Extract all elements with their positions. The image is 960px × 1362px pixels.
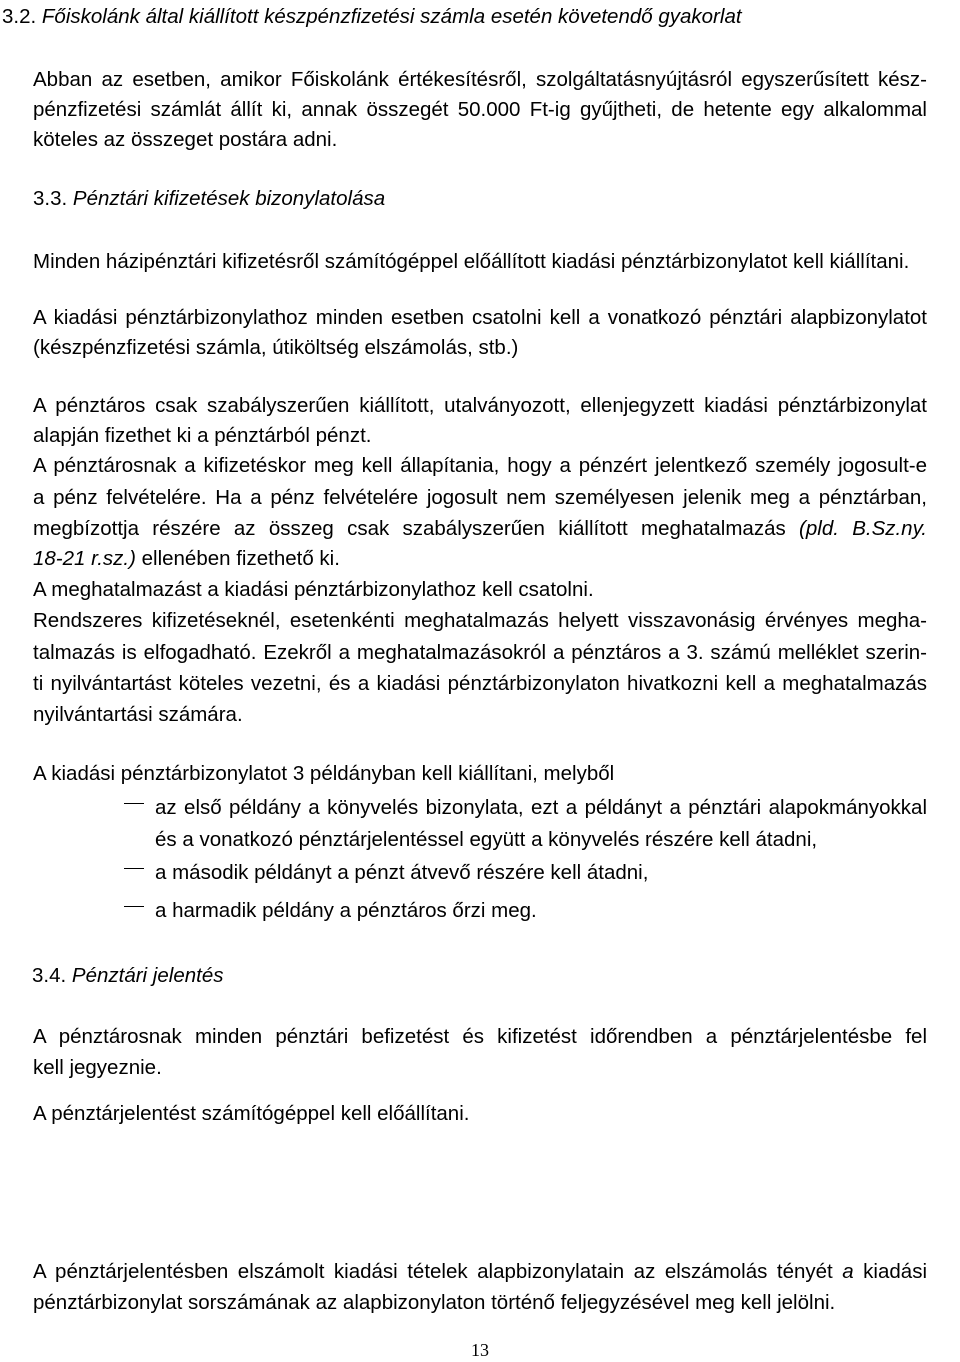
section-3-3-p3-line-7: A meghatalmazást a kiadási pénztárbizonylathoz kell csatolni. (33, 578, 594, 601)
section-3-4-number: 3.4. (32, 964, 67, 987)
section-3-4-p3-line-2: pénztárbizonylat sorszámának az alapbizonylaton történő feljegyzésével meg kell jelölni. (33, 1291, 836, 1314)
dash-bullet-1 (124, 803, 144, 804)
section-3-4-p3-line-1-end: kiadási (853, 1260, 927, 1283)
section-3-3-p3-line-4: a pénz felvételére. Ha a pénz felvételére jogosult nem személyesen jelenik meg a pénztárban, (33, 486, 927, 509)
bullet-item-3: a harmadik példány a pénztáros őrzi meg. (155, 899, 537, 922)
section-3-3-p3-line-3: A pénztárosnak a kifizetéskor meg kell állapítania, hogy a pénzért jelentkező személy jogosult-e (33, 454, 927, 477)
dash-bullet-2 (124, 868, 144, 869)
section-3-2-heading (2, 4, 927, 30)
bullet-item-1-continued: és a vonatkozó pénztárjelentéssel együtt a könyvelés részére kell átadni, (155, 828, 818, 851)
section-3-3-p2-line-1: A kiadási pénztárbizonylathoz minden esetben csatolni kell a vonatkozó pénztári alapbizonylatot (33, 306, 927, 329)
section-3-2-line-3: köteles az összeget postára adni. (33, 128, 338, 151)
section-3-4-p3-line-1 (33, 1259, 927, 1285)
section-3-4-paragraph-2: A pénztárjelentést számítógéppel kell előállítani. (33, 1102, 470, 1125)
dash-bullet-3 (124, 906, 144, 907)
section-3-3-p2-line-2: (készpénzfizetési számla, útiköltség elszámolás, stb.) (33, 336, 519, 359)
section-3-4-p1-line-1: A pénztárosnak minden pénztári befizetést és kifizetést időrendben a pénztárjelentésbe fel (33, 1025, 927, 1048)
section-3-4-p3-line-1-italic-a: a (842, 1260, 854, 1283)
section-3-4-heading (32, 963, 927, 989)
section-3-3-p3-line-6-citation: 18-21 r.sz.) (33, 547, 136, 570)
section-3-3-p3-line-5-citation: (pld. B.Sz.ny. (799, 517, 928, 540)
section-3-2-number: 3.2. (2, 5, 37, 28)
section-3-3-p3-line-5 (33, 516, 927, 542)
section-3-3-number: 3.3. (33, 187, 68, 210)
bullet-item-2: a második példányt a pénzt átvevő részére kell átadni, (155, 861, 649, 884)
section-3-2-title: Főiskolánk által kiállított készpénzfizetési számla esetén követendő gyakorlat (41, 5, 742, 28)
section-3-2-line-1: Abban az esetben, amikor Főiskolánk értékesítésről, szolgáltatásnyújtásról egyszerűsített kész- (33, 68, 927, 91)
section-3-3-p3-line-1: A pénztáros csak szabályszerűen kiállított, utalványozott, ellenjegyzett kiadási pénztárbizonylat (33, 394, 927, 417)
section-3-3-p3-line-6-text: ellenében fizethető ki. (135, 547, 340, 570)
section-3-4-p3-line-1-text: A pénztárjelentésben elszámolt kiadási tételek alapbizonylatain az elszámolás tényét (33, 1260, 833, 1283)
section-3-3-p3-line-2: alapján fizethet ki a pénztárból pénzt. (33, 424, 372, 447)
section-3-3-p3-line-8: Rendszeres kifizetéseknél, esetenkénti meghatalmazás helyett visszavonásig érvényes megha- (33, 609, 927, 632)
page-number: 13 (471, 1340, 489, 1360)
section-3-3-p3-line-11: nyilvántartási számára. (33, 703, 243, 726)
section-3-3-p3-line-9: talmazás is elfogadható. Ezekről a meghatalmazásokról a pénztáros a 3. számú melléklet szerin- (33, 641, 927, 664)
section-3-3-paragraph-4: A kiadási pénztárbizonylatot 3 példányban kell kiállítani, melyből (33, 762, 615, 785)
section-3-3-heading (33, 186, 927, 212)
section-3-3-p3-line-5-text: megbízottja részére az összeg csak szabályszerűen kiállított meghatalmazás (33, 517, 786, 540)
section-3-3-title: Pénztári kifizetések bizonylatolása (72, 187, 386, 210)
section-3-3-p3-line-10: ti nyilvántartást köteles vezetni, és a kiadási pénztárbizonylaton hivatkozni kell a meghatalmazás (33, 672, 927, 695)
section-3-3-p3-line-6 (33, 546, 927, 572)
section-3-2-line-2: pénzfizetési számlát állít ki, annak összegét 50.000 Ft-ig gyűjtheti, de hetente egy alkalommal (33, 98, 927, 121)
bullet-item-1: az első példány a könyvelés bizonylata, ezt a példányt a pénztári alapokmányokkal (155, 796, 927, 819)
section-3-4-p1-line-2: kell jegyeznie. (33, 1056, 162, 1079)
section-3-4-title: Pénztári jelentés (71, 964, 224, 987)
section-3-3-paragraph-1: Minden házipénztári kifizetésről számítógéppel előállított kiadási pénztárbizonylatot kell kiállítani. (33, 250, 910, 273)
